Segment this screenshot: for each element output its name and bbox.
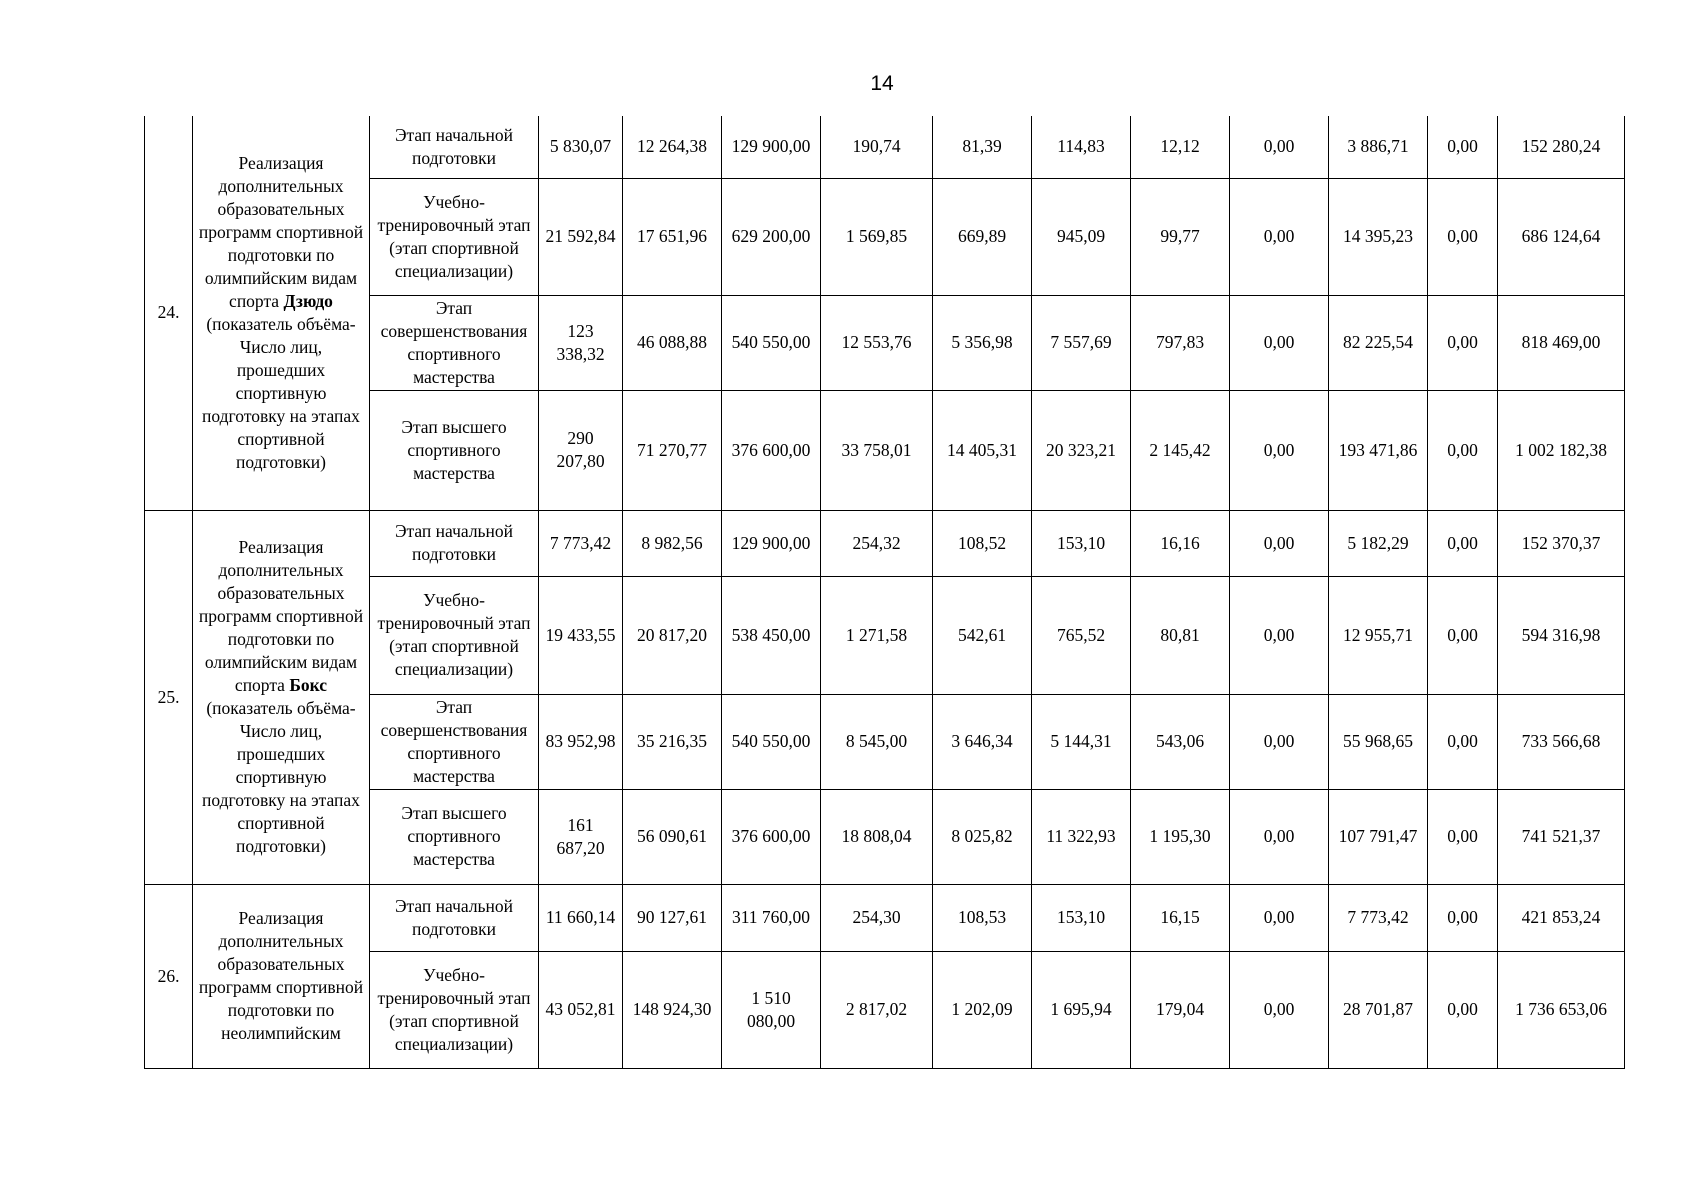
value-cell: 108,53 — [933, 884, 1032, 951]
value-cell: 80,81 — [1131, 576, 1230, 694]
value-cell: 0,00 — [1428, 694, 1498, 789]
value-cell: 1 195,30 — [1131, 789, 1230, 884]
value-cell: 190,74 — [821, 116, 933, 178]
stage-name: Этап совершенствования спортивного мастерства — [370, 694, 539, 789]
value-cell: 152 280,24 — [1498, 116, 1625, 178]
value-cell: 21 592,84 — [539, 178, 623, 295]
value-cell: 0,00 — [1428, 178, 1498, 295]
value-cell: 1 510 080,00 — [722, 951, 821, 1068]
value-cell: 107 791,47 — [1329, 789, 1428, 884]
value-cell: 82 225,54 — [1329, 295, 1428, 390]
value-cell: 5 356,98 — [933, 295, 1032, 390]
table-row — [145, 884, 1625, 951]
value-cell: 123 338,32 — [539, 295, 623, 390]
row-number: 25. — [145, 510, 193, 884]
value-cell: 0,00 — [1230, 178, 1329, 295]
value-cell: 20 817,20 — [623, 576, 722, 694]
stage-name: Этап совершенствования спортивного мастерства — [370, 295, 539, 390]
value-cell: 11 322,93 — [1032, 789, 1131, 884]
service-indicator-text: (показатель объёма-Число лиц, прошедших спортивную подготовку на этапах спортивной подготовки) — [202, 313, 360, 472]
value-cell: 56 090,61 — [623, 789, 722, 884]
value-cell: 108,52 — [933, 510, 1032, 576]
sport-name: Бокс — [289, 675, 328, 695]
value-cell: 2 145,42 — [1131, 390, 1230, 510]
value-cell: 0,00 — [1428, 576, 1498, 694]
value-cell: 0,00 — [1230, 694, 1329, 789]
value-cell: 0,00 — [1230, 576, 1329, 694]
value-cell: 153,10 — [1032, 510, 1131, 576]
cost-table — [144, 116, 1625, 1069]
value-cell: 0,00 — [1230, 789, 1329, 884]
stage-name: Этап высшего спортивного мастерства — [370, 390, 539, 510]
value-cell: 12,12 — [1131, 116, 1230, 178]
value-cell: 19 433,55 — [539, 576, 623, 694]
value-cell: 0,00 — [1230, 116, 1329, 178]
value-cell: 148 924,30 — [623, 951, 722, 1068]
value-cell: 5 144,31 — [1032, 694, 1131, 789]
value-cell: 28 701,87 — [1329, 951, 1428, 1068]
value-cell: 8 982,56 — [623, 510, 722, 576]
value-cell: 90 127,61 — [623, 884, 722, 951]
value-cell: 254,32 — [821, 510, 933, 576]
value-cell: 16,16 — [1131, 510, 1230, 576]
value-cell: 18 808,04 — [821, 789, 933, 884]
row-number: 26. — [145, 884, 193, 1068]
value-cell: 129 900,00 — [722, 116, 821, 178]
value-cell: 12 955,71 — [1329, 576, 1428, 694]
value-cell: 8 025,82 — [933, 789, 1032, 884]
value-cell: 1 271,58 — [821, 576, 933, 694]
stage-name: Учебно-тренировочный этап (этап спортивной специализации) — [370, 951, 539, 1068]
value-cell: 153,10 — [1032, 884, 1131, 951]
value-cell: 7 773,42 — [1329, 884, 1428, 951]
stage-name: Этап высшего спортивного мастерства — [370, 789, 539, 884]
value-cell: 741 521,37 — [1498, 789, 1625, 884]
value-cell: 0,00 — [1428, 116, 1498, 178]
value-cell: 421 853,24 — [1498, 884, 1625, 951]
value-cell: 129 900,00 — [722, 510, 821, 576]
value-cell: 1 202,09 — [933, 951, 1032, 1068]
stage-name: Этап начальной подготовки — [370, 884, 539, 951]
value-cell: 1 736 653,06 — [1498, 951, 1625, 1068]
value-cell: 81,39 — [933, 116, 1032, 178]
stage-name: Этап начальной подготовки — [370, 116, 539, 178]
value-cell: 99,77 — [1131, 178, 1230, 295]
value-cell: 179,04 — [1131, 951, 1230, 1068]
value-cell: 594 316,98 — [1498, 576, 1625, 694]
value-cell: 8 545,00 — [821, 694, 933, 789]
value-cell: 254,30 — [821, 884, 933, 951]
value-cell: 7 773,42 — [539, 510, 623, 576]
value-cell: 733 566,68 — [1498, 694, 1625, 789]
value-cell: 0,00 — [1428, 951, 1498, 1068]
value-cell: 193 471,86 — [1329, 390, 1428, 510]
value-cell: 161 687,20 — [539, 789, 623, 884]
value-cell: 542,61 — [933, 576, 1032, 694]
value-cell: 0,00 — [1428, 789, 1498, 884]
service-indicator-text: (показатель объёма-Число лиц, прошедших спортивную подготовку на этапах спортивной подготовки) — [202, 698, 360, 856]
value-cell: 33 758,01 — [821, 390, 933, 510]
value-cell: 686 124,64 — [1498, 178, 1625, 295]
value-cell: 540 550,00 — [722, 694, 821, 789]
value-cell: 3 886,71 — [1329, 116, 1428, 178]
stage-name: Учебно-тренировочный этап (этап спортивной специализации) — [370, 576, 539, 694]
value-cell: 14 405,31 — [933, 390, 1032, 510]
value-cell: 5 182,29 — [1329, 510, 1428, 576]
value-cell: 376 600,00 — [722, 390, 821, 510]
service-name — [193, 510, 370, 884]
value-cell: 12 264,38 — [623, 116, 722, 178]
value-cell: 0,00 — [1428, 510, 1498, 576]
value-cell: 0,00 — [1230, 884, 1329, 951]
value-cell: 0,00 — [1428, 390, 1498, 510]
value-cell: 20 323,21 — [1032, 390, 1131, 510]
value-cell: 1 695,94 — [1032, 951, 1131, 1068]
value-cell: 5 830,07 — [539, 116, 623, 178]
service-name — [193, 116, 370, 510]
service-name-text: Реализация дополнительных образовательных программ спортивной подготовки по олимпийским видам спорта — [198, 537, 364, 695]
value-cell: 0,00 — [1230, 390, 1329, 510]
value-cell: 55 968,65 — [1329, 694, 1428, 789]
value-cell: 669,89 — [933, 178, 1032, 295]
value-cell: 543,06 — [1131, 694, 1230, 789]
value-cell: 0,00 — [1230, 510, 1329, 576]
value-cell: 7 557,69 — [1032, 295, 1131, 390]
page-number: 14 — [870, 72, 894, 95]
value-cell: 629 200,00 — [722, 178, 821, 295]
value-cell: 376 600,00 — [722, 789, 821, 884]
value-cell: 3 646,34 — [933, 694, 1032, 789]
value-cell: 16,15 — [1131, 884, 1230, 951]
value-cell: 14 395,23 — [1329, 178, 1428, 295]
value-cell: 797,83 — [1131, 295, 1230, 390]
value-cell: 83 952,98 — [539, 694, 623, 789]
table-row — [145, 510, 1625, 576]
value-cell: 818 469,00 — [1498, 295, 1625, 390]
table-row — [145, 116, 1625, 178]
value-cell: 11 660,14 — [539, 884, 623, 951]
value-cell: 2 817,02 — [821, 951, 933, 1068]
value-cell: 43 052,81 — [539, 951, 623, 1068]
value-cell: 114,83 — [1032, 116, 1131, 178]
row-number: 24. — [145, 116, 193, 510]
value-cell: 945,09 — [1032, 178, 1131, 295]
value-cell: 12 553,76 — [821, 295, 933, 390]
sport-name: Дзюдо — [283, 290, 333, 311]
value-cell: 46 088,88 — [623, 295, 722, 390]
value-cell: 765,52 — [1032, 576, 1131, 694]
stage-name: Этап начальной подготовки — [370, 510, 539, 576]
value-cell: 538 450,00 — [722, 576, 821, 694]
stage-name: Учебно-тренировочный этап (этап спортивной специализации) — [370, 178, 539, 295]
value-cell: 290 207,80 — [539, 390, 623, 510]
value-cell: 0,00 — [1428, 295, 1498, 390]
value-cell: 17 651,96 — [623, 178, 722, 295]
value-cell: 1 569,85 — [821, 178, 933, 295]
service-name — [193, 884, 370, 1068]
value-cell: 540 550,00 — [722, 295, 821, 390]
value-cell: 0,00 — [1428, 884, 1498, 951]
value-cell: 152 370,37 — [1498, 510, 1625, 576]
service-name-text: Реализация дополнительных образовательных программ спортивной подготовки по неолимпийским — [198, 908, 364, 1043]
value-cell: 0,00 — [1230, 295, 1329, 390]
value-cell: 0,00 — [1230, 951, 1329, 1068]
value-cell: 1 002 182,38 — [1498, 390, 1625, 510]
service-name-text: Реализация дополнительных образовательных программ спортивной подготовки по олимпийским видам спорта — [198, 152, 364, 311]
value-cell: 311 760,00 — [722, 884, 821, 951]
value-cell: 35 216,35 — [623, 694, 722, 789]
value-cell: 71 270,77 — [623, 390, 722, 510]
